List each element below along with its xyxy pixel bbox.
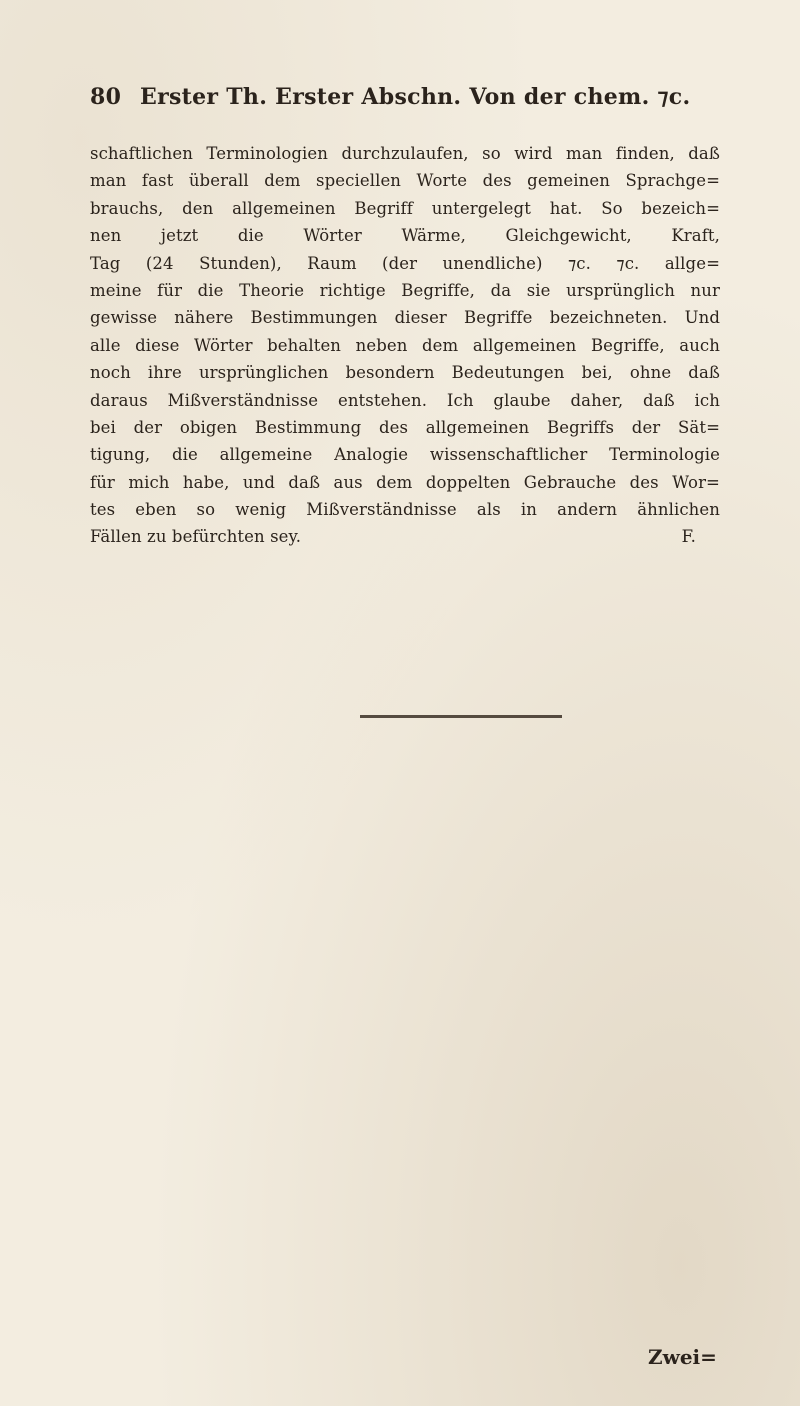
text-line: noch ihre ursprünglichen besondern Bedeutungen bei, ohne daß bbox=[90, 363, 720, 383]
text-line: brauchs, den allgemeinen Begriff untergelegt hat. So bezeich= bbox=[90, 198, 720, 218]
text-line-last bbox=[90, 523, 720, 550]
inline-catchword: F. bbox=[681, 527, 696, 547]
text-line: man fast überall dem speciellen Worte des gemeinen Sprachge= bbox=[90, 171, 720, 191]
text-line: alle diese Wörter behalten neben dem allgemeinen Begriffe, auch bbox=[90, 335, 720, 355]
body-text bbox=[90, 140, 720, 551]
text-line: für mich habe, und daß aus dem doppelten Gebrauche des Wor= bbox=[90, 472, 720, 492]
page-number: 80 bbox=[90, 84, 122, 110]
text-line: meine für die Theorie richtige Begriffe, da sie ursprünglich nur bbox=[90, 280, 720, 300]
section-rule bbox=[360, 715, 562, 718]
running-head bbox=[90, 84, 730, 124]
running-title: Erster Th. Erster Abschn. Von der chem. ⁊c. bbox=[140, 84, 691, 110]
text-line: bei der obigen Bestimmung des allgemeinen Begriffs der Sät= bbox=[90, 417, 720, 437]
text-line: nen jetzt die Wörter Wärme, Gleichgewicht, Kraft, bbox=[90, 226, 720, 246]
catchword: Zwei= bbox=[648, 1345, 717, 1369]
text-line: tes eben so wenig Mißverständnisse als in andern ähnlichen bbox=[90, 500, 720, 520]
text-line: schaftlichen Terminologien durchzulaufen, so wird man finden, daß bbox=[90, 144, 720, 163]
text-line: Tag (24 Stunden), Raum (der unendliche) ⁊c. ⁊c. allge= bbox=[90, 253, 720, 273]
text-line-last-content: Fällen zu befürchten sey. bbox=[90, 527, 302, 547]
text-line: tigung, die allgemeine Analogie wissenschaftlicher Terminologie bbox=[90, 445, 720, 465]
text-line: gewisse nähere Bestimmungen dieser Begriffe bezeichneten. Und bbox=[90, 308, 720, 328]
text-line: daraus Mißverständnisse entstehen. Ich glaube daher, daß ich bbox=[90, 390, 720, 410]
